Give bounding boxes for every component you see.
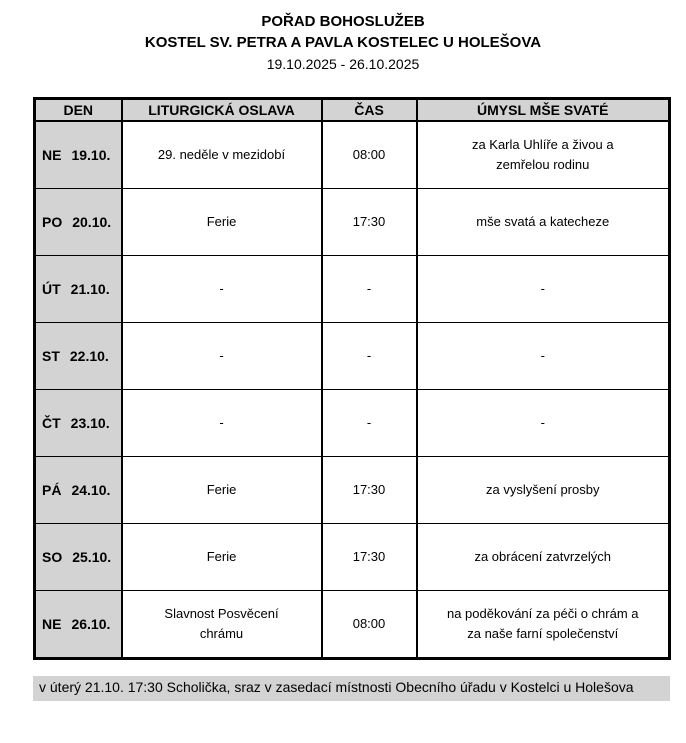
- intention-cell: na poděkování za péči o chrám a za naše farní společenství: [417, 591, 670, 659]
- day-abbr: PO: [42, 214, 63, 230]
- celebration-cell: -: [122, 323, 322, 390]
- day-cell: [35, 256, 122, 323]
- day-abbr: ČT: [42, 415, 61, 431]
- time-cell: 17:30: [322, 189, 417, 256]
- time-cell: -: [322, 256, 417, 323]
- time-cell: 08:00: [322, 121, 417, 189]
- day-date: 22.10.: [69, 348, 109, 364]
- day-cell: [35, 189, 122, 256]
- intention-cell: za obrácení zatvrzelých: [417, 524, 670, 591]
- footer-note: v úterý 21.10. 17:30 Scholička, sraz v zasedací místnosti Obecního úřadu v Kostelci u Holešova: [33, 676, 670, 701]
- day-abbr: NE: [42, 147, 62, 163]
- day-cell: [35, 121, 122, 189]
- time-cell: -: [322, 390, 417, 457]
- intention-cell: za Karla Uhlíře a živou a zemřelou rodinu: [417, 121, 670, 189]
- time-cell: 08:00: [322, 591, 417, 659]
- table-header-row: [35, 99, 670, 122]
- day-cell: [35, 323, 122, 390]
- celebration-cell: -: [122, 390, 322, 457]
- day-date: 25.10.: [72, 549, 112, 565]
- intention-cell: za vyslyšení prosby: [417, 457, 670, 524]
- celebration-cell: Ferie: [122, 457, 322, 524]
- day-cell: [35, 524, 122, 591]
- day-abbr: ST: [42, 348, 60, 364]
- intention-cell: mše svatá a katecheze: [417, 189, 670, 256]
- table-row: [35, 189, 670, 256]
- column-header-den: DEN: [35, 99, 122, 122]
- day-abbr: PÁ: [42, 482, 62, 498]
- table-row: [35, 256, 670, 323]
- day-abbr: ÚT: [42, 281, 61, 297]
- table-row: [35, 121, 670, 189]
- celebration-cell: Ferie: [122, 524, 322, 591]
- day-date: 20.10.: [72, 214, 112, 230]
- day-date: 24.10.: [71, 482, 111, 498]
- day-date: 26.10.: [71, 616, 111, 632]
- time-cell: 17:30: [322, 457, 417, 524]
- table-row: [35, 591, 670, 659]
- celebration-cell: -: [122, 256, 322, 323]
- table-row: [35, 323, 670, 390]
- column-header-cas: ČAS: [322, 99, 417, 122]
- time-cell: -: [322, 323, 417, 390]
- intention-cell: -: [417, 256, 670, 323]
- column-header-liturgicka-oslava: LITURGICKÁ OSLAVA: [122, 99, 322, 122]
- title-block: [0, 0, 686, 75]
- time-cell: 17:30: [322, 524, 417, 591]
- table-row: [35, 524, 670, 591]
- day-date: 23.10.: [70, 415, 110, 431]
- day-cell: [35, 591, 122, 659]
- column-header-umysl-mse-svate: ÚMYSL MŠE SVATÉ: [417, 99, 670, 122]
- day-abbr: NE: [42, 616, 62, 632]
- day-date: 19.10.: [71, 147, 111, 163]
- table-row: [35, 390, 670, 457]
- celebration-cell: Slavnost Posvěcení chrámu: [122, 591, 322, 659]
- celebration-cell: 29. neděle v mezidobí: [122, 121, 322, 189]
- page-title: POŘAD BOHOSLUŽEB: [261, 13, 425, 30]
- date-range: 19.10.2025 - 26.10.2025: [266, 56, 420, 72]
- day-cell: [35, 457, 122, 524]
- day-cell: [35, 390, 122, 457]
- intention-cell: -: [417, 390, 670, 457]
- day-date: 21.10.: [70, 281, 110, 297]
- day-abbr: SO: [42, 549, 63, 565]
- church-name: KOSTEL SV. PETRA A PAVLA KOSTELEC U HOLEŠOVA: [144, 34, 542, 51]
- schedule-table: [33, 97, 671, 660]
- table-row: [35, 457, 670, 524]
- celebration-cell: Ferie: [122, 189, 322, 256]
- intention-cell: -: [417, 323, 670, 390]
